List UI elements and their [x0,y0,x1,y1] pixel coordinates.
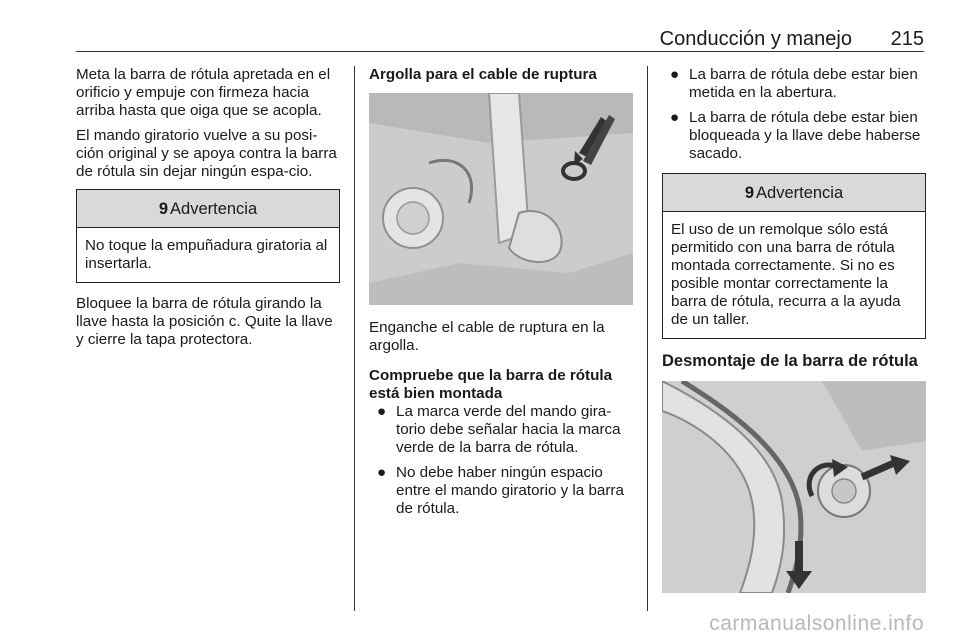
column-right [662,66,926,593]
warning-title [77,190,339,228]
list-item: ● La barra de rótula debe estar bien metida en la abertura. [670,66,918,101]
warning-title-text: Advertencia [756,184,844,202]
bullet-icon: ● [670,109,680,126]
warning-body: No toque la empuñadura giratoria al insertarla. [85,237,328,272]
warning-box [76,189,340,283]
column-left [76,66,340,356]
section-heading: Argolla para el cable de ruptura [369,66,597,83]
bullet-icon: ● [377,464,387,481]
paragraph: Meta la barra de rótula apretada en el orificio y empuje con firmeza hacia arriba hasta que oiga que se acopla. [76,66,331,119]
bullet-icon: ● [377,403,387,420]
warning-body: El uso de un remolque sólo está permitido con una barra de rótula montada correctamente. Si no es posible montar correctamente la barra de rótula, recurra a la ayuda de un taller. [671,221,901,328]
column-divider [647,66,648,611]
paragraph: Bloquee la barra de rótula girando la llave hasta la posición c. Quite la llave y cierre la tapa protectora. [76,295,333,348]
paragraph: Enganche el cable de ruptura en la argolla. [369,319,605,354]
bullet-list [369,403,633,518]
paragraph: El mando giratorio vuelve a su posi-ción original y se apoya contra la barra de rótula sin dejar ningún espa-cio. [76,127,337,180]
column-middle [369,66,633,525]
list-item: ● La barra de rótula debe estar bien bloqueada y la llave debe haberse sacado. [670,109,921,162]
column-divider [354,66,355,611]
page-header [76,26,924,52]
watermark: carmanualsonline.info [709,612,924,635]
section-title: Conducción y manejo [659,28,852,50]
warning-icon: 9 [158,200,169,218]
page-number: 215 [890,28,924,50]
section-heading: Desmontaje de la barra de rótula [662,352,918,370]
towing-eye-illustration [369,93,633,305]
warning-icon: 9 [744,184,755,202]
warning-title-text: Advertencia [170,200,258,218]
list-item: ● La marca verde del mando gira-torio debe señalar hacia la marca verde de la barra de rótula. [377,403,621,456]
warning-title [663,174,925,212]
section-heading: Compruebe que la barra de rótula está bien montada [369,367,613,402]
tow-bar-removal-illustration [662,381,926,593]
warning-box [662,173,926,339]
list-item: ● No debe haber ningún espacio entre el mando giratorio y la barra de rótula. [377,464,624,517]
bullet-icon: ● [670,66,680,83]
bullet-list [662,66,926,163]
